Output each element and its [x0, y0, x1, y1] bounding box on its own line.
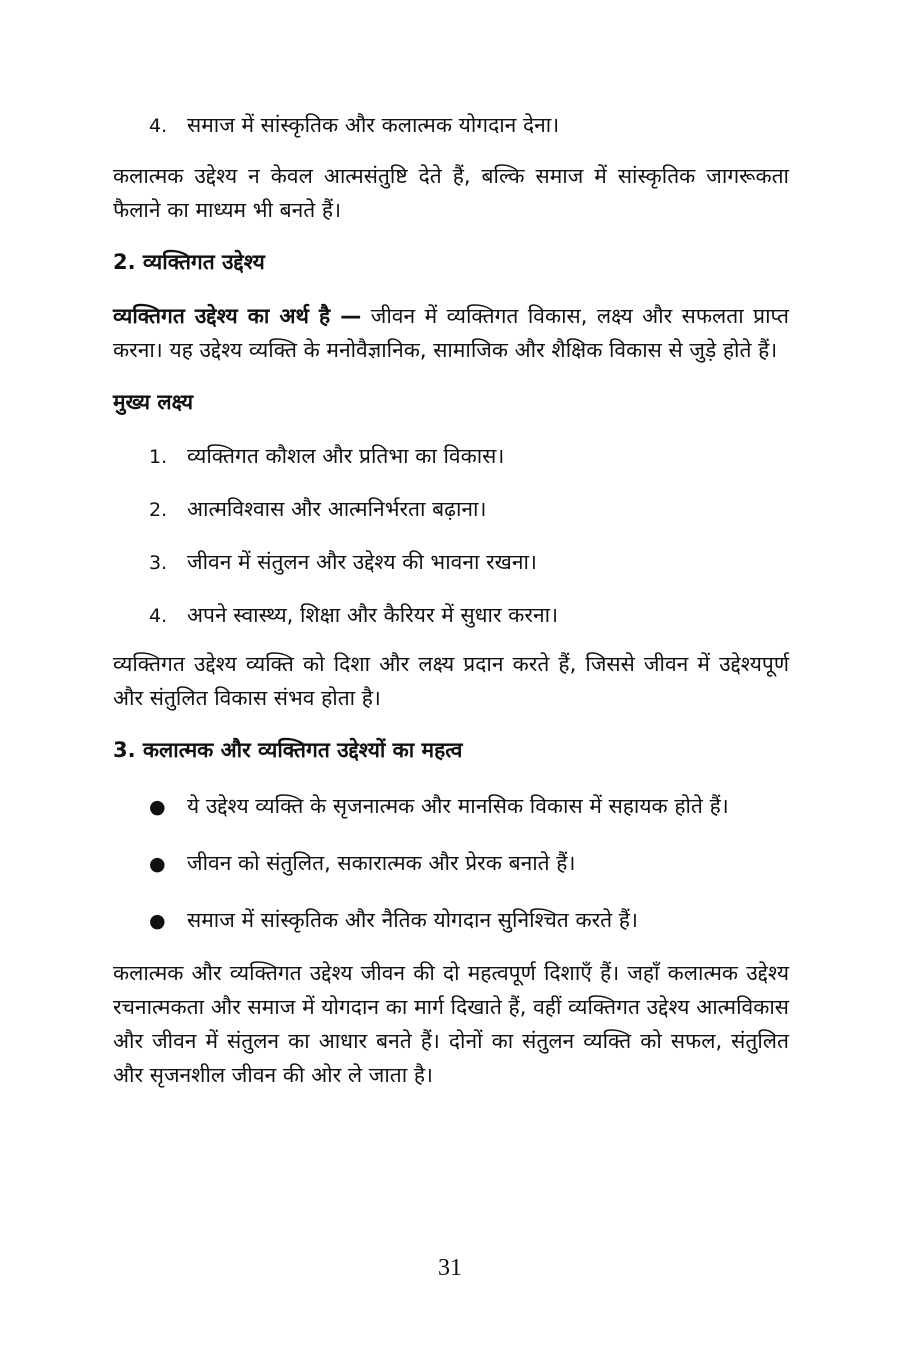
- list-number: 1.: [149, 446, 168, 468]
- goals-heading: मुख्य लक्ष्य: [113, 390, 194, 414]
- section2-heading: 2. व्यक्तिगत उद्देश्य: [113, 250, 265, 274]
- bullet-icon: ●: [149, 910, 166, 932]
- list-text: समाज में सांस्कृतिक और नैतिक योगदान सुनिश्चित करते हैं।: [187, 908, 638, 932]
- page-number: 31: [438, 1255, 462, 1281]
- section3-heading: 3. कलात्मक और व्यक्तिगत उद्देश्यों का महत्व: [113, 738, 463, 762]
- section2-definition: [113, 299, 789, 367]
- list-text: समाज में सांस्कृतिक और कलात्मक योगदान देना।: [187, 113, 560, 137]
- bullet-icon: ●: [149, 796, 166, 818]
- intro-list-item: [113, 108, 789, 143]
- definition-text: जीवन में व्यक्तिगत विकास, लक्ष्य और सफलता प्राप्त करना। यह उद्देश्य व्यक्ति के मनोवैज्ञानिक, सामाजिक और शैक्षिक विकास से जुड़े होते हैं।: [113, 304, 789, 362]
- conclusion-paragraph: कलात्मक और व्यक्तिगत उद्देश्य जीवन की दो महत्वपूर्ण दिशाएँ हैं। जहाँ कलात्मक उद्देश्य रचनात्मकता और समाज में योगदान का मार्ग दिखाते हैं, वहीं व्यक्तिगत उद्देश्य आत्मविकास और जीवन में संतुलन का आधार बनते हैं। दोनों का संतुलन व्यक्ति को सफल, संतुलित और सृजनशील जीवन की ओर ले जाता है।: [113, 961, 789, 1087]
- list-item: [113, 439, 789, 474]
- section2-closing: व्यक्तिगत उद्देश्य व्यक्ति को दिशा और लक्ष्य प्रदान करते हैं, जिससे जीवन में उद्देश्यपूर्ण और संतुलित विकास संभव होता है।: [113, 652, 789, 710]
- list-item: [113, 598, 789, 633]
- bullet-icon: ●: [149, 853, 166, 875]
- list-text: ये उद्देश्य व्यक्ति के सृजनात्मक और मानसिक विकास में सहायक होते हैं।: [187, 794, 729, 818]
- list-item: [113, 789, 789, 824]
- list-number: 4.: [149, 115, 168, 137]
- list-number: 3.: [149, 552, 168, 574]
- list-number: 4.: [149, 605, 168, 627]
- list-text: आत्मविश्वास और आत्मनिर्भरता बढ़ाना।: [187, 497, 487, 521]
- list-text: जीवन को संतुलित, सकारात्मक और प्रेरक बनाते हैं।: [187, 851, 576, 875]
- list-item: [113, 846, 789, 881]
- list-text: व्यक्तिगत कौशल और प्रतिभा का विकास।: [187, 444, 505, 468]
- list-item: [113, 492, 789, 527]
- definition-bold: व्यक्तिगत उद्देश्य का अर्थ है —: [113, 304, 362, 328]
- list-item: [113, 903, 789, 938]
- list-item: [113, 545, 789, 580]
- intro-paragraph: कलात्मक उद्देश्य न केवल आत्मसंतुष्टि देते हैं, बल्कि समाज में सांस्कृतिक जागरूकता फैलाने का माध्यम भी बनते हैं।: [113, 164, 789, 222]
- importance-list: [113, 789, 789, 938]
- goals-list: [113, 439, 789, 633]
- list-number: 2.: [149, 499, 168, 521]
- list-text: अपने स्वास्थ्य, शिक्षा और कैरियर में सुधार करना।: [187, 603, 559, 627]
- page-content: [113, 108, 789, 1092]
- list-text: जीवन में संतुलन और उद्देश्य की भावना रखना।: [187, 550, 537, 574]
